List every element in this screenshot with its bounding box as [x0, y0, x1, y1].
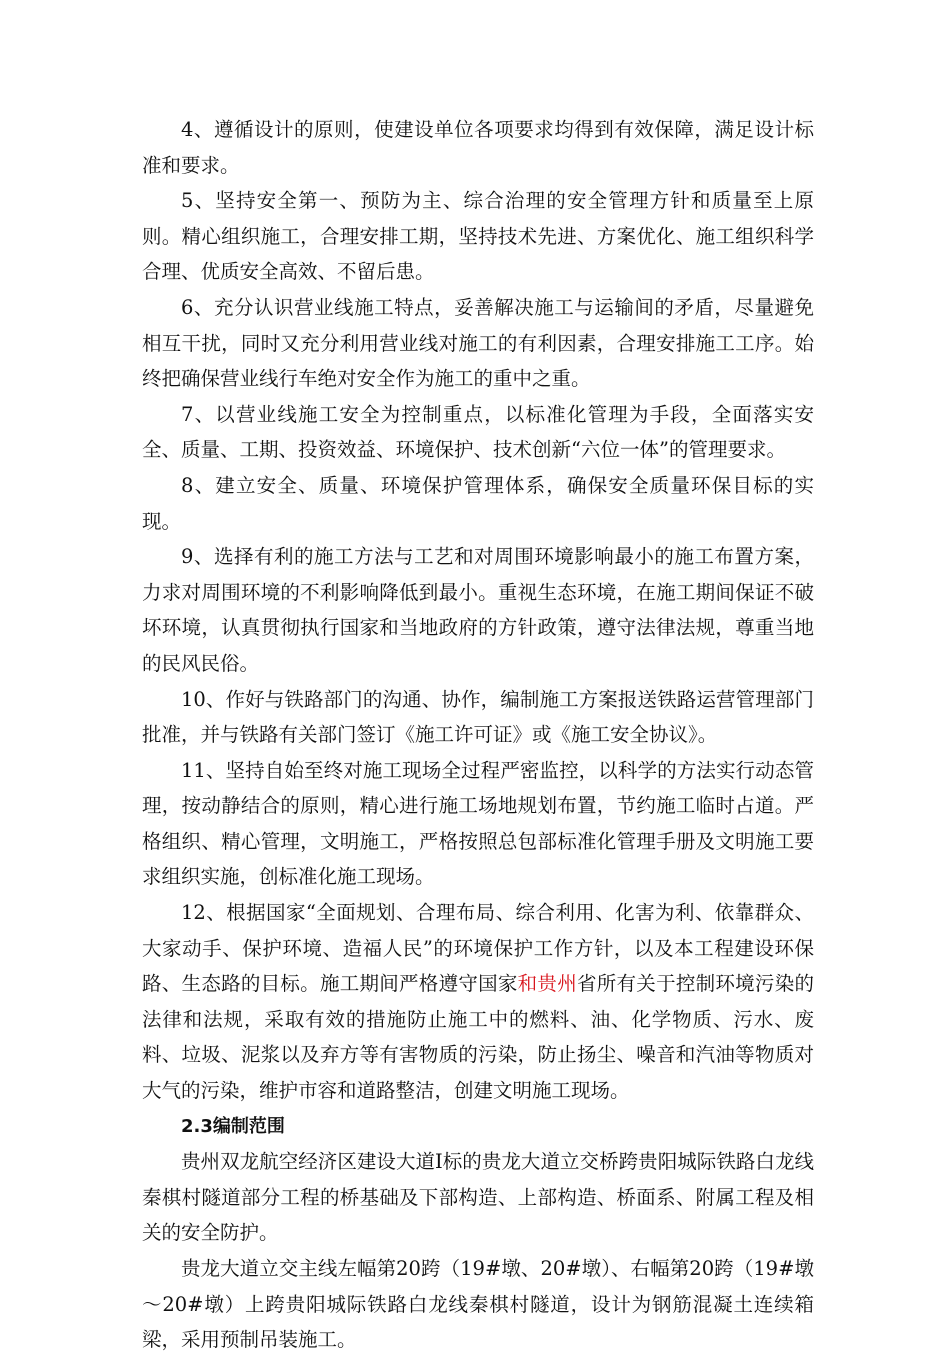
- principle-4: 4、遵循设计的原则，使建设单位各项要求均得到有效保障，满足设计标准和要求。: [142, 118, 814, 177]
- principle-12-highlight: 和贵州: [517, 972, 577, 996]
- principle-12-text-a: 12、根据国家“全面规划、合理布局、综合利用、化害为利、依靠群众、大家动手、保护环境、造福人民”的环境保护工作方针，以及本工程建设环保路、生态路的目标。施工期间严格遵守国家: [142, 901, 814, 996]
- principle-5: 5、坚持安全第一、预防为主、综合治理的安全管理方针和质量至上原则。精心组织施工，合理安排工期，坚持技术先进、方案优化、施工组织科学合理、优质安全高效、不留后患。: [142, 189, 814, 284]
- principle-12-text-b: 省所有关于控制环境污染的法律和法规，采取有效的措施防止施工中的燃料、油、化学物质、污水、废料、垃圾、泥浆以及弃方等有害物质的污染，防止扬尘、噪音和汽油等物质对大气的污染，维护市容和道路整洁，创建文明施工现场。: [142, 972, 814, 1103]
- principle-9: 9、选择有利的施工方法与工艺和对周围环境影响最小的施工布置方案，力求对周围环境的不利影响降低到最小。重视生态环境，在施工期间保证不破坏环境，认真贯彻执行国家和当地政府的方针政策，遵守法律法规，尊重当地的民风民俗。: [142, 545, 814, 675]
- section-heading: 2.3编制范围: [181, 1115, 285, 1137]
- principle-6: 6、充分认识营业线施工特点，妥善解决施工与运输间的矛盾，尽量避免相互干扰，同时又充分利用营业线对施工的有利因素，合理安排施工工序。始终把确保营业线行车绝对安全作为施工的重中之重。: [142, 295, 814, 391]
- principle-8: 8、建立安全、质量、环境保护管理体系，确保安全质量环保目标的实现。: [142, 473, 814, 533]
- scope-paragraph-2: 贵龙大道立交主线左幅第20跨（19#墩、20#墩）、右幅第20跨（19#墩～20#墩）上跨贵阳城际铁路白龙线秦棋村隧道，设计为钢筋混凝土连续箱梁，采用预制吊装施工。: [142, 1257, 814, 1352]
- principle-12: [142, 895, 814, 1109]
- principle-11: 11、坚持自始至终对施工现场全过程严密监控，以科学的方法实行动态管理，按动静结合的原则，精心进行施工场地规划布置，节约施工临时占道。严格组织、精心管理，文明施工，严格按照总包部标准化管理手册及文明施工要求组织实施，创标准化施工现场。: [142, 758, 814, 889]
- document-page: [142, 112, 814, 1358]
- principle-10: 10、作好与铁路部门的沟通、协作，编制施工方案报送铁路运营管理部门批准，并与铁路有关部门签订《施工许可证》或《施工安全协议》。: [142, 687, 814, 747]
- principle-7: 7、以营业线施工安全为控制重点，以标准化管理为手段，全面落实安全、质量、工期、投资效益、环境保护、技术创新“六位一体”的管理要求。: [142, 402, 814, 462]
- scope-paragraph-1: 贵州双龙航空经济区建设大道Ⅰ标的贵龙大道立交桥跨贵阳城际铁路白龙线秦棋村隧道部分工程的桥基础及下部构造、上部构造、桥面系、附属工程及相关的安全防护。: [142, 1150, 814, 1245]
